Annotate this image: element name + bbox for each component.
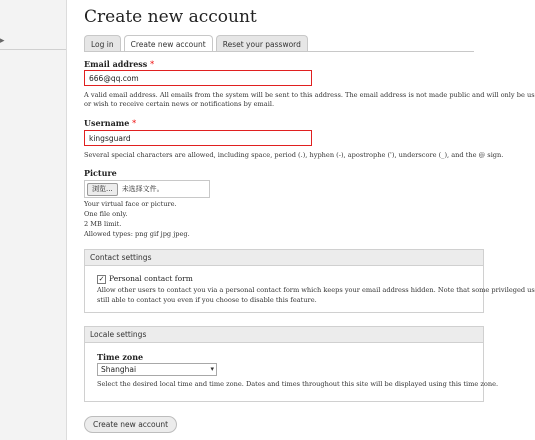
username-required-mark: * — [132, 119, 137, 128]
personal-contact-label[interactable]: Personal contact form — [109, 274, 193, 283]
no-file-selected-text: 未选择文件。 — [121, 185, 164, 193]
left-sidebar-strip — [0, 0, 67, 440]
locale-settings-legend[interactable]: Locale settings — [85, 327, 483, 343]
personal-contact-checkbox[interactable]: ✓ — [98, 275, 105, 283]
contact-settings-fieldset — [84, 249, 535, 313]
tabs-divider — [84, 51, 474, 52]
timezone-selected-value: Shanghai — [101, 365, 137, 374]
chevron-down-icon: ▾ — [210, 365, 214, 373]
account-tabs — [84, 35, 311, 52]
email-label-text: Email address — [84, 59, 148, 69]
username-label-text: Username — [84, 118, 130, 128]
locale-settings-fieldset — [84, 326, 499, 402]
contact-desc-line-1: Allow other users to contact you via a personal contact form which keeps your email address hidden. Note that some privileged us — [97, 286, 535, 294]
browse-button[interactable]: 浏览... — [87, 183, 118, 196]
picture-file-input[interactable] — [84, 180, 210, 198]
tab-log-in[interactable]: Log in — [84, 35, 121, 52]
picture-desc-line-2: One file only. — [84, 210, 128, 218]
tab-reset-password[interactable]: Reset your password — [216, 35, 308, 52]
contact-settings-legend[interactable]: Contact settings — [85, 250, 483, 266]
create-account-button[interactable]: Create new account — [84, 416, 177, 433]
username-label — [84, 118, 136, 128]
contact-desc-line-2: still able to contact you even if you choose to disable this feature. — [97, 296, 317, 304]
email-description-line-1: A valid email address. All emails from the system will be sent to this address. The email address is not made public and will only be us — [84, 91, 535, 99]
sidebar-divider — [0, 49, 66, 50]
email-description-line-2: or wish to receive certain news or notifications by email. — [84, 100, 275, 108]
email-label — [84, 59, 154, 69]
picture-desc-line-1: Your virtual face or picture. — [84, 200, 177, 208]
username-field[interactable]: kingsguard — [84, 130, 312, 146]
tab-create-new-account[interactable]: Create new account — [124, 35, 213, 52]
picture-desc-line-3: 2 MB limit. — [84, 220, 122, 228]
page-title: Create new account — [84, 7, 257, 27]
timezone-label: Time zone — [97, 352, 144, 362]
email-required-mark: * — [150, 60, 155, 69]
username-description: Several special characters are allowed, including space, period (.), hyphen (-), apostrophe ('), underscore (_), and the @ sign. — [84, 151, 504, 159]
timezone-description: Select the desired local time and time zone. Dates and times throughout this site will be displayed using this time zone. — [97, 380, 499, 388]
timezone-select[interactable] — [97, 363, 217, 376]
collapse-arrow-icon[interactable]: ▸ — [0, 36, 5, 46]
email-field[interactable]: 666@qq.com — [84, 70, 312, 86]
picture-label: Picture — [84, 168, 117, 178]
picture-desc-line-4: Allowed types: png gif jpg jpeg. — [84, 230, 190, 238]
